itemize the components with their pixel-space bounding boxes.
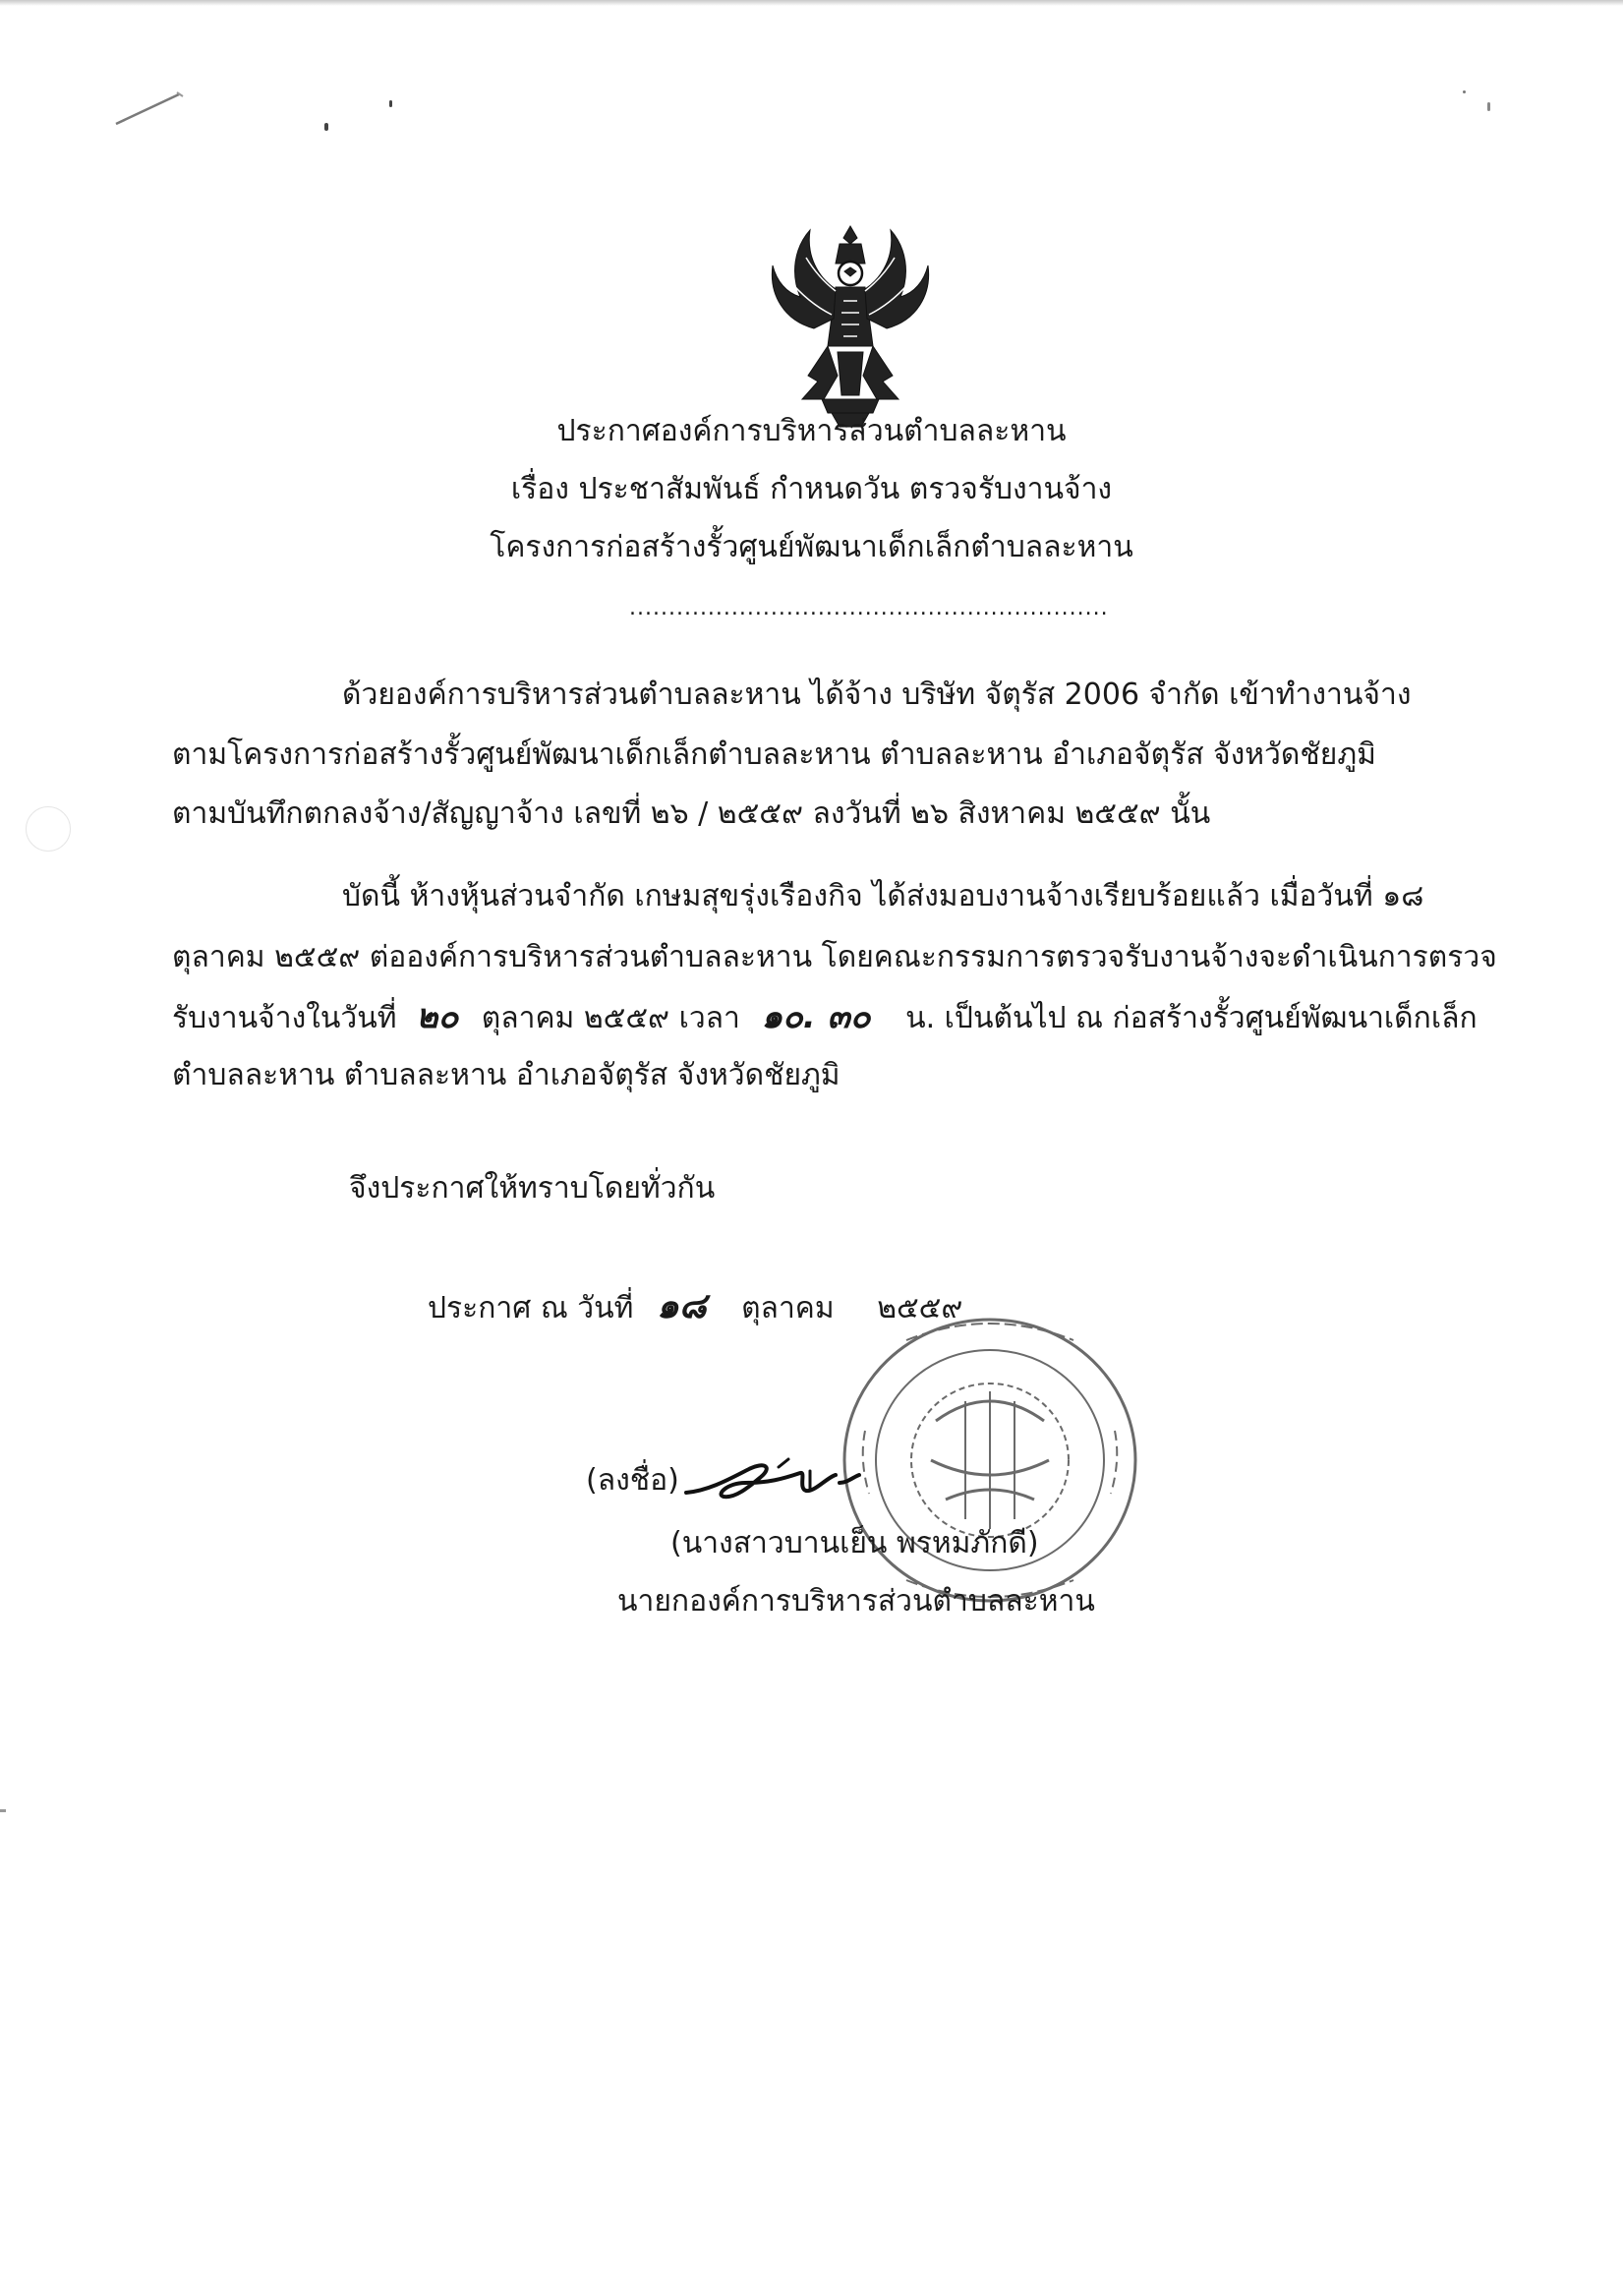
handwritten-signature-icon (680, 1453, 877, 1512)
title-separator: ............................................................. (629, 596, 1109, 620)
scan-mark (108, 87, 187, 131)
paragraph-2-line-2: ตุลาคม ๒๕๕๙ ต่อองค์การบริหารส่วนตำบลละหาน โดยคณะกรรมการตรวจรับงานจ้างจะดำเนินการตรวจ (172, 940, 1497, 974)
official-seal-stamp-icon (838, 1313, 1142, 1608)
scan-speck (324, 123, 328, 131)
paragraph-2-line-1: บัดนี้ ห้างหุ้นส่วนจำกัด เกษมสุขรุ่งเรืองกิจ ได้ส่งมอบงานจ้างเรียบร้อยแล้ว เมื่อวันที่ ๑๘ (342, 879, 1424, 913)
inspection-date-prefix: รับงานจ้างในวันที่ (172, 1001, 397, 1035)
announcement-project: โครงการก่อสร้างรั้วศูนย์พัฒนาเด็กเล็กตำบลละหาน (490, 530, 1133, 564)
scan-speck (0, 1809, 6, 1812)
inspection-location: น. เป็นต้นไป ณ ก่อสร้างรั้วศูนย์พัฒนาเด็กเล็ก (905, 1001, 1478, 1035)
scan-speck (1487, 102, 1490, 111)
signature-label: (ลงชื่อ) (586, 1463, 679, 1498)
date-day-handwritten: ๑๘ (656, 1286, 707, 1326)
scan-edge (0, 0, 1623, 6)
paragraph-2-line-3 (172, 998, 1478, 1037)
closing-statement: จึงประกาศให้ทราบโดยทั่วกัน (349, 1171, 716, 1206)
date-year: ๒๕๕๙ (877, 1291, 963, 1325)
announcement-subject: เรื่อง ประชาสัมพันธ์ กำหนดวัน ตรวจรับงานจ้าง (510, 472, 1113, 506)
scan-speck (389, 100, 392, 107)
paragraph-1-line-3: ตามบันทึกตกลงจ้าง/สัญญาจ้าง เลขที่ ๒๖ / ๒๕๕๙ ลงวันที่ ๒๖ สิงหาคม ๒๕๕๙ นั้น (172, 796, 1211, 831)
punch-hole (26, 806, 71, 852)
signatory-name: (นางสาวบานเย็น พรหมภักดี) (670, 1526, 1039, 1560)
inspection-month-year: ตุลาคม ๒๕๕๙ เวลา (481, 1001, 740, 1035)
date-prefix: ประกาศ ณ วันที่ (428, 1291, 634, 1325)
paragraph-1-line-1: ด้วยองค์การบริหารส่วนตำบลละหาน ได้จ้าง บริษัท จัตุรัส 2006 จำกัด เข้าทำงานจ้าง (342, 677, 1412, 712)
inspection-day-handwritten: ๒๐ (416, 997, 459, 1036)
paragraph-1-line-2: ตามโครงการก่อสร้างรั้วศูนย์พัฒนาเด็กเล็กตำบลละหาน ตำบลละหาน อำเภอจัตุรัส จังหวัดชัยภูมิ (172, 737, 1376, 772)
date-month: ตุลาคม (741, 1291, 835, 1325)
announcement-title: ประกาศองค์การบริหารส่วนตำบลละหาน (556, 414, 1067, 448)
paragraph-2-line-4: ตำบลละหาน ตำบลละหาน อำเภอจัตุรัส จังหวัดชัยภูมิ (172, 1058, 840, 1092)
inspection-time-handwritten: ๑๐. ๓๐ (761, 997, 871, 1036)
signatory-position: นายกองค์การบริหารส่วนตำบลละหาน (617, 1584, 1095, 1619)
scan-speck (1463, 90, 1466, 93)
garuda-emblem-icon (767, 218, 934, 433)
